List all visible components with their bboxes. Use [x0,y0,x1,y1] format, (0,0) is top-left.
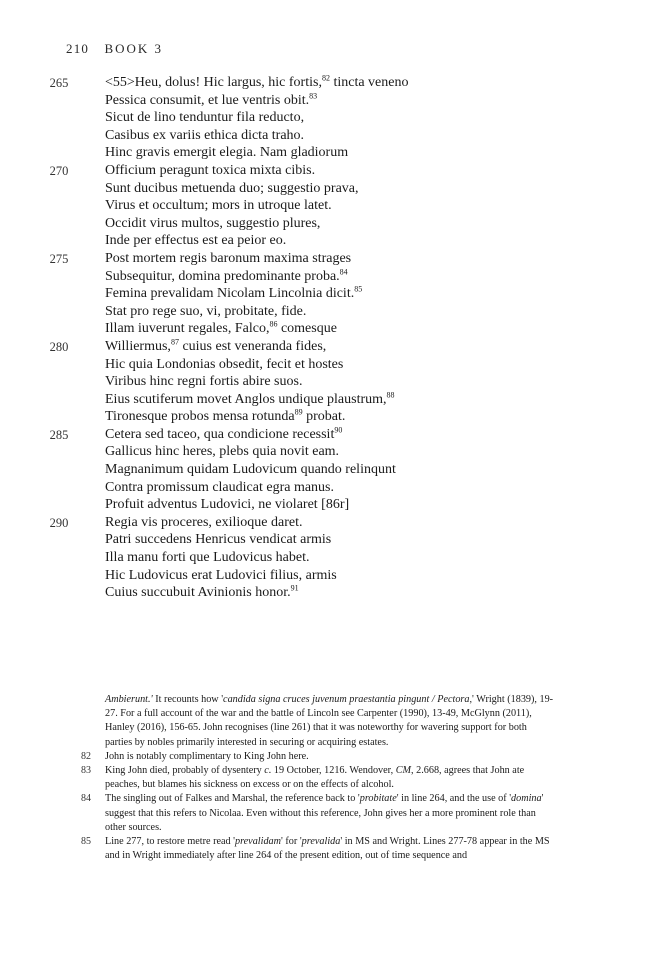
verse-line [0,285,650,303]
footnote-number: 84 [81,793,91,805]
footnote-italic-text: domina [511,793,542,805]
footnote-ref[interactable]: 91 [290,583,299,593]
verse-text-main: Sicut de lino tenduntur fila reducto, [105,110,305,126]
verse-text-main: Magnanimum quidam Ludovicum quando relinqunt [105,462,396,478]
footnote-ref[interactable]: 89 [294,407,303,417]
footnote-italic-text: c. [264,765,272,777]
footnote-number: 85 [81,836,91,848]
verse-text [105,584,299,601]
verse-text [105,443,339,460]
line-number: 270 [49,163,69,178]
footnote-ref[interactable]: 90 [334,425,343,435]
verse-text [105,391,395,408]
footnote-text-segment: The singling out of Falkes and Marshal, the reference back to ' [105,793,360,805]
verse-text-main: Inde per effectus est ea peior eo. [105,233,287,249]
footnote-text-segment: , 2.668, agrees that John ate peaches, but blames his sickness on excess or on the effects of alcohol. [105,765,525,791]
verse-line [0,373,650,391]
verse-text-main: Hic quia Londonias obsedit, fecit et hostes [105,356,344,372]
footnote-ref[interactable]: 84 [339,266,348,276]
verse-line [0,180,650,198]
verse-text [105,567,337,584]
verse-text-tail: probat. [302,409,346,425]
verse-text-main: Profuit adventus Ludovici, ne violaret [86r] [105,497,350,513]
footnote-text-segment: ' for ' [281,836,302,848]
verse-line [0,92,650,110]
verse-text [105,232,286,249]
verse-text [105,180,359,197]
verse-text [105,338,326,355]
verse-text-main: Post mortem regis baronum maxima strages [105,250,352,266]
verse-text-main: Viribus hinc regni fortis abire suos. [105,374,303,390]
verse-text [105,461,396,478]
line-number: 275 [49,251,69,266]
verse-text [105,250,351,267]
verse-text [105,320,337,337]
verse-text-main: Regia vis proceres, exilioque daret. [105,514,303,530]
footnote [0,764,650,792]
verse-text-main: Illa manu forti que Ludovicus habet. [105,550,310,566]
verse-text [105,373,302,390]
verse-text-main: Hic Ludovicus erat Ludovici filius, armis [105,567,337,583]
verse-text [105,92,317,109]
verse-line [0,426,650,444]
verse-text-main: Contra promissum claudicat egra manus. [105,479,334,495]
verse-text [105,549,310,566]
verse-line [0,496,650,514]
verse-line [0,479,650,497]
verse-text-main: Eius scutiferum movet Anglos undique plaustrum, [105,391,387,407]
verse-text-main: Sunt ducibus metuenda duo; suggestio prava, [105,180,359,196]
verse-line [0,320,650,338]
footnote-italic-text: prevalidam [234,836,282,848]
verse-text-main: Gallicus hinc heres, plebs quia novit eam. [105,444,340,460]
footnote-text-segment: Line 277, to restore metre read ' [105,836,235,848]
verse-text [105,162,315,179]
verse-text-main: Cuius succubuit Avinionis honor. [105,585,291,601]
verse-text [105,285,362,302]
verse-line [0,250,650,268]
verse-line [0,338,650,356]
footnote-text-segment: ' suggest that this refers to Nicolaa. Even without this reference, John gives her a more prominent role than other sources. [105,793,544,833]
verse-line [0,268,650,286]
footnote-text [105,693,555,750]
footnote-italic-text: probitate [359,793,397,805]
verse-text [105,127,304,144]
verse-text-main: Illam iuverunt regales, Falco, [105,321,270,337]
verse-text [105,215,320,232]
footnote-text [105,835,555,863]
line-number: 285 [49,427,69,442]
footnote-text [105,750,555,764]
verse-text [105,356,343,373]
verse-text-main: Virus et occultum; mors in utroque latet. [105,198,332,214]
verse-text [105,479,334,496]
verse-line [0,74,650,92]
footnote [0,835,650,863]
verse-text [105,74,408,91]
footnote-ref[interactable]: 85 [354,284,363,294]
footnote-ref[interactable]: 82 [321,73,330,83]
footnote-text-segment: ' in MS and Wright. Lines 277-78 appear in the MS and in Wright immediately after line 264 of the present edition, out of time sequence and [105,836,550,862]
verse-line [0,127,650,145]
footnote-ref[interactable]: 87 [170,337,179,347]
footnote-text [105,764,555,792]
verse-line [0,584,650,602]
footnote-text-segment: 19 October, 1216. Wendover, [271,765,396,777]
verse-line [0,162,650,180]
verse-text-main: Patri succedens Henricus vendicat armis [105,532,332,548]
footnote-italic-text: prevalida [301,836,341,848]
verse-line [0,531,650,549]
verse-line [0,232,650,250]
verse-text [105,514,302,531]
verse-line [0,356,650,374]
footnote-ref[interactable]: 83 [309,90,318,100]
footnote-text-segment: John is notably complimentary to King John here. [105,750,309,762]
verse-text [105,303,306,320]
verse-text [105,197,332,214]
verse-line [0,549,650,567]
verse-line [0,303,650,321]
verse-text-main: Hinc gravis emergit elegia. Nam gladiorum [105,145,349,161]
verse-line [0,391,650,409]
footnote-italic-text: candida signa cruces juvenum praestantia pingunt / Pectora, [223,694,473,705]
line-number: 265 [49,76,69,90]
footnote-number: 83 [81,765,91,777]
verse-text-main: Femina prevalidam Nicolam Lincolnia dicit. [105,286,355,302]
footnote-text-segment: ' in line 264, and the use of ' [396,793,512,805]
footnote-text [105,792,555,835]
verse-text-main: Officium peragunt toxica mixta cibis. [105,162,316,178]
footnote-italic-text: CM [395,765,412,777]
verse-text-tail: cuius est veneranda fides, [178,338,327,354]
page-number: 210 [66,41,90,56]
verse-line [0,514,650,532]
verse-line [0,443,650,461]
footnote [0,792,650,835]
verse-text [105,426,342,443]
verse-text-main: <55>Heu, dolus! Hic largus, hic fortis, [105,75,322,90]
footnote-number: 82 [81,750,91,762]
verse-line [0,197,650,215]
verse-text-tail: comesque [277,321,337,337]
verse-text [105,268,348,285]
line-number: 280 [49,339,69,354]
verse-block [0,74,650,602]
footnote [0,693,650,750]
verse-text-main: Tironesque probos mensa rotunda [105,409,295,425]
footnote-ref[interactable]: 86 [269,319,278,329]
footnote-text-segment: King John died, probably of dysentery [105,765,265,777]
verse-text [105,531,331,548]
verse-text-main: Williermus, [105,338,171,354]
verse-text [105,496,349,513]
verse-line [0,215,650,233]
verse-text-main: Cetera sed taceo, qua condicione recessit [105,426,335,442]
verse-line [0,461,650,479]
footnote-text-segment: It recounts how ' [152,694,224,705]
verse-line [0,408,650,426]
line-number: 290 [49,515,69,530]
footnote-ref[interactable]: 88 [386,390,395,400]
verse-line [0,144,650,162]
verse-text-tail: tincta veneno [329,75,409,90]
footnote [0,750,650,764]
footnote-italic-text: Ambierunt.' [105,694,153,705]
verse-text-main: Pessica consumit, et lue ventris obit. [105,92,310,108]
verse-text-main: Casibus ex variis ethica dicta traho. [105,127,305,143]
verse-text [105,109,304,126]
verse-text [105,408,345,425]
verse-text [105,144,348,161]
verse-line [0,567,650,585]
footnote-text-segment: ' Wright (1839), 19-27. For a full account of the war and the battle of Lincoln see Carpenter (1990), 13-49, McGlynn (2011), Hanley (2016), 156-65. John recognises (line 261) that it was noteworthy for wavering support for both parties by nobles primarily interested in securing or acquiring estates. [105,694,554,748]
footnotes-block [0,693,650,863]
running-header [66,41,163,57]
verse-line [0,109,650,127]
verse-text-main: Subsequitur, domina predominante proba. [105,268,340,284]
verse-text-main: Occidit virus multos, suggestio plures, [105,215,321,231]
running-head: BOOK 3 [104,41,164,56]
verse-text-main: Stat pro rege suo, vi, probitate, fide. [105,303,307,319]
